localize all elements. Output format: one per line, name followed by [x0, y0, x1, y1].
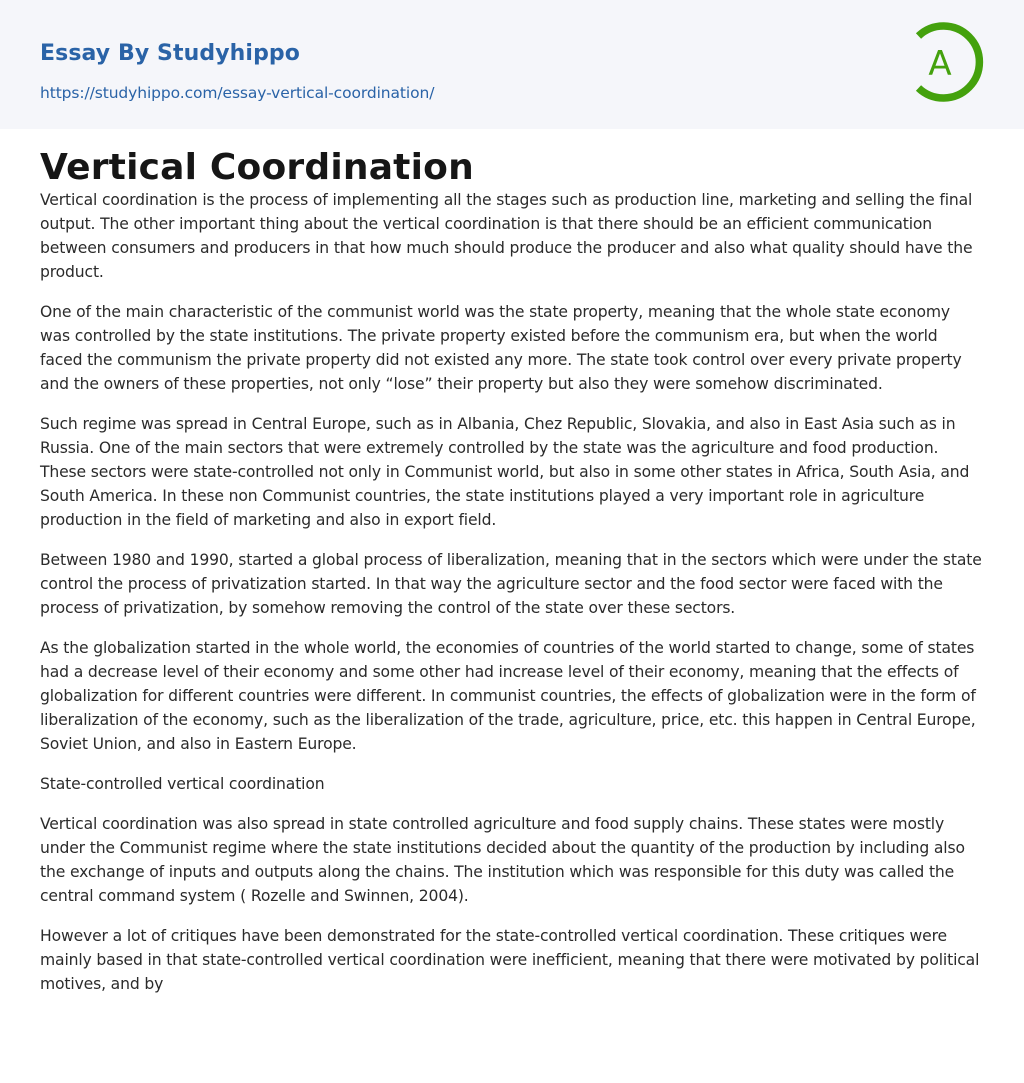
logo-letter: A — [928, 44, 952, 84]
article — [0, 148, 1024, 996]
site-header — [0, 0, 1024, 129]
paragraph: Between 1980 and 1990, started a global process of liberalization, meaning that in the sectors which were under the state control the process of privatization started. In that way the agriculture sector and the food sector were faced with the process of privatization, by somehow removing the control of the state over these sectors. — [40, 551, 982, 617]
brand-title: Essay By Studyhippo — [40, 41, 300, 66]
section-subheading: State-controlled vertical coordination — [40, 775, 325, 793]
page-title: Vertical Coordination — [40, 147, 474, 188]
paragraph: Vertical coordination was also spread in state controlled agriculture and food supply chains. These states were mostly under the Communist regime where the state institutions decided about the quantity of the production by including also the exchange of inputs and outputs along the chains. The institution which was responsible for this duty was called the central command system ( Rozelle and Swinnen, 2004). — [40, 815, 965, 905]
studyhippo-logo-icon[interactable] — [912, 19, 986, 105]
paragraph: Vertical coordination is the process of implementing all the stages such as production line, marketing and selling the final output. The other important thing about the vertical coordination is that there should be an efficient communication between consumers and producers in that how much should produce the producer and also what quality should have the product. — [40, 191, 973, 281]
essay-url-link[interactable]: https://studyhippo.com/essay-vertical-coordination/ — [40, 84, 435, 102]
paragraph: Such regime was spread in Central Europe, such as in Albania, Chez Republic, Slovakia, and also in East Asia such as in Russia. One of the main sectors that were extremely controlled by the state was the agriculture and food production. These sectors were state-controlled not only in Communist world, but also in some other states in Africa, South Asia, and South America. In these non Communist countries, the state institutions played a very important role in agriculture production in the field of marketing and also in export field. — [40, 415, 970, 529]
paragraph: One of the main characteristic of the communist world was the state property, meaning that the whole state economy was controlled by the state institutions. The private property existed before the communism era, but when the world faced the communism the private property did not existed any more. The state took control over every private property and the owners of these properties, not only “lose” their property but also they were somehow discriminated. — [40, 303, 962, 393]
paragraph: As the globalization started in the whole world, the economies of countries of the world started to change, some of states had a decrease level of their economy and some other had increase level of their economy, meaning that the effects of globalization for different countries were different. In communist countries, the effects of globalization were in the form of liberalization of the economy, such as the liberalization of the trade, agriculture, price, etc. this happen in Central Europe, Soviet Union, and also in Eastern Europe. — [40, 639, 976, 753]
paragraph: However a lot of critiques have been demonstrated for the state-controlled vertical coordination. These critiques were mainly based in that state-controlled vertical coordination were inefficient, meaning that there were motivated by political motives, and by — [40, 927, 980, 993]
